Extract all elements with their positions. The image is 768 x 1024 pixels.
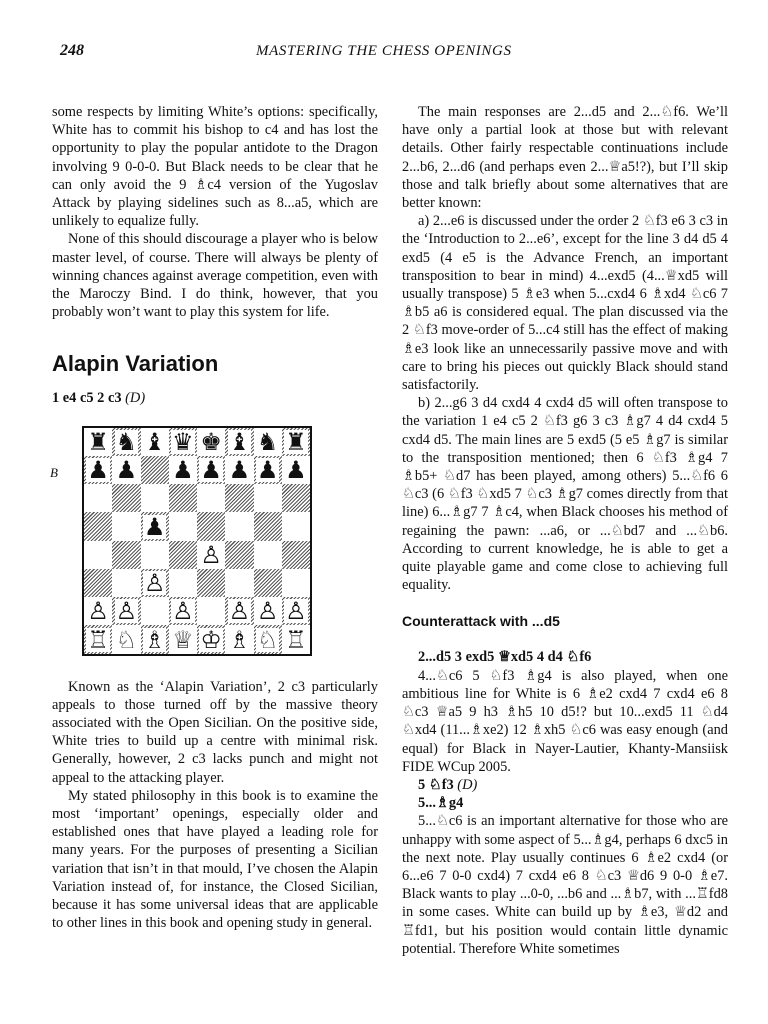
white-bishop-piece: ♗ [143, 625, 166, 654]
board-square [84, 428, 112, 456]
paragraph: My stated philosophy in this book is to examine the most ‘important’ openings, especially older and established ones that have played a leading role for many years. For the purposes of presenting a Sicilian variation that isn’t in that mould, I’ve chosen the Alapin Variation instead of, for instance, the Closed Sicilian, because it has some universal ideas that are applicable to other lines in this book and opening study in general. [52, 787, 378, 932]
white-pawn-piece: ♙ [285, 597, 307, 626]
paragraph: b) 2...g6 3 d4 cxd4 4 cxd4 d5 will often transpose to the variation 1 e4 c5 2 ♘f3 g6 3 c3 ♗g7 4 d4 cxd4 5 cxd4 d5. The main lines are 5 exd5 (5 e5 ♗g7 is similar to the transposition mentioned; then 6 ♘f3 ♗g4 7 ♗b5+ ♘d7 has been played, among others) 5...♘f6 6 ♘c3 (6 ♘f3 ♘xd5 7 ♘c3 ♗g7 comes directly from that line) 6...♗g7 7 ♗c4, when Black chooses his method of regaining the pawn: ...a6, or ...♘bd7 and ...♘b6. According to current knowledge, he is able to get a quite playable game and come close to achieving full equality. [402, 395, 728, 594]
running-title: MASTERING THE CHESS OPENINGS [256, 43, 512, 59]
move-line: 5 ♘f3 (D) [418, 776, 478, 793]
board-square [169, 597, 197, 625]
board-square [169, 428, 197, 456]
white-bishop-piece: ♗ [228, 625, 251, 654]
side-to-move: B [50, 464, 58, 480]
board-square [225, 541, 253, 569]
white-pawn-piece: ♙ [143, 569, 166, 598]
black-knight-piece: ♞ [256, 427, 279, 456]
board-square [282, 428, 310, 456]
board-square [141, 597, 169, 625]
board-square [84, 625, 112, 653]
board-square [225, 484, 253, 512]
left-column [52, 103, 378, 932]
white-pawn-piece: ♙ [256, 597, 279, 626]
black-rook-piece: ♜ [87, 427, 109, 456]
board-square [197, 625, 225, 653]
move-line: 5...♗g4 [418, 795, 464, 812]
white-knight-piece: ♘ [256, 625, 279, 654]
board-square [225, 569, 253, 597]
board-square [225, 512, 253, 540]
board-square [282, 512, 310, 540]
board-square [197, 541, 225, 569]
paragraph: some respects by limiting White’s options: specifically, White has to commit his bishop to c4 and has lost the opportunity to play the popular antidote to the Dragon involving 9 0-0-0. But Black needs to be clear that he can only avoid the 9 ♗c4 version of the Yugoslav Attack by playing sidelines such as 8...a5, which are unlikely to equalize fully. [52, 104, 378, 230]
board-square [141, 456, 169, 484]
white-pawn-piece: ♙ [200, 540, 222, 569]
black-pawn-piece: ♟ [87, 456, 109, 485]
board-square [169, 569, 197, 597]
board-square [112, 541, 140, 569]
board-square [225, 625, 253, 653]
board-square [254, 484, 282, 512]
white-knight-piece: ♘ [115, 625, 138, 654]
white-rook-piece: ♖ [285, 625, 307, 654]
black-pawn-piece: ♟ [115, 456, 138, 485]
black-queen-piece: ♛ [172, 427, 194, 456]
board-square [197, 484, 225, 512]
board-square [225, 456, 253, 484]
board-square [197, 569, 225, 597]
board-square [197, 597, 225, 625]
board-square [282, 625, 310, 653]
board-square [254, 512, 282, 540]
right-column [402, 103, 728, 958]
black-king-piece: ♚ [200, 427, 222, 456]
board-square [141, 512, 169, 540]
black-pawn-piece: ♟ [172, 456, 194, 485]
paragraph: a) 2...e6 is discussed under the order 2 ♘f3 e6 3 c3 in the ‘Introduction to 2...e6’, except for the line 3 d4 d5 4 exd5 (4 e5 is the Advance French, an important transposition to bear in mind) 4...exd5 (4...♕xd5 will usually transpose) 5 ♗e3 when 5...cxd4 6 ♗xd4 ♘c6 7 ♗b5 a6 is considered equal. The plan discussed via the 2 ♘f3 move-order of 5...c4 still has the effect of making ♗e3 look like an unnecessarily passive move and with care to bring his pieces out quickly Black should stand satisfactorily. [402, 213, 728, 394]
board-square [141, 541, 169, 569]
board-square [169, 456, 197, 484]
board-square [197, 456, 225, 484]
paragraph: The main responses are 2...d5 and 2...♘f6. We’ll have only a partial look at those but with relevant details. Other fairly respectable continuations include 2...b6, 2...d6 (and perhaps even 2...♕a5!?), but I’ll skip those and talk briefly about some alternatives that are better known: [402, 104, 728, 212]
board-square [84, 569, 112, 597]
board-square [169, 512, 197, 540]
black-pawn-piece: ♟ [256, 456, 279, 485]
board-square [141, 625, 169, 653]
board-square [112, 512, 140, 540]
move-line: 2...d5 3 exd5 ♕xd5 4 d4 ♘f6 [418, 649, 592, 666]
black-bishop-piece: ♝ [143, 427, 166, 456]
white-pawn-piece: ♙ [228, 597, 251, 626]
paragraph: 5...♘c6 is an important alternative for those who are unhappy with some aspect of 5...♗g4, perhaps 6 dxc5 in the next note. Play usually continues 6 ♗e2 cxd4 (or 6...e6 7 0-0 cxd4) 7 cxd4 e6 8 ♘c3 ♕d6 9 0-0 ♗e7. Black wants to play ...0-0, ...b6 and ...♗b7, with ...♖fd8 in some cases. White can build up by ♗e3, ♕d2 and ♖fd1, but his position would contain little dynamic potential. Therefore White sometimes [402, 813, 728, 957]
section-heading: Alapin Variation [52, 351, 219, 377]
board-square [225, 597, 253, 625]
board-square [141, 484, 169, 512]
board-square [112, 569, 140, 597]
board-square [282, 456, 310, 484]
page-header [60, 42, 730, 66]
board-square [197, 428, 225, 456]
move-line: 1 e4 c5 2 c3 (D) [52, 390, 146, 407]
board-square [254, 428, 282, 456]
board-square [282, 484, 310, 512]
subsection-heading: Counterattack with ...d5 [402, 613, 560, 630]
black-pawn-piece: ♟ [285, 456, 307, 485]
board-square [254, 541, 282, 569]
paragraph: None of this should discourage a player who is below master level, of course. There will always be plenty of winning chances against average competition, even with the Maroczy Bind. I do think, however, that you probably won’t want to play this system for life. [52, 231, 378, 321]
chess-board [82, 426, 312, 656]
paragraph: 4...♘c6 5 ♘f3 ♗g4 is also played, when one ambitious line for White is 6 ♗e2 cxd4 7 cxd4 e6 8 ♘c3 ♕a5 9 h3 ♗h5 10 d5!? but 10...exd5 11 ♘d4 ♘xd4 (11...♗xe2) 12 ♗xh5 ♘c6 was easy enough (and equal) for Black in Nayer-Lautier, Khanty-Mansiisk FIDE WCup 2005. [402, 667, 728, 775]
black-pawn-piece: ♟ [228, 456, 251, 485]
board-square [254, 456, 282, 484]
black-pawn-piece: ♟ [143, 512, 166, 541]
black-rook-piece: ♜ [285, 427, 307, 456]
board-square [197, 512, 225, 540]
board-square [84, 597, 112, 625]
board-square [84, 484, 112, 512]
black-bishop-piece: ♝ [228, 427, 251, 456]
paragraph: Known as the ‘Alapin Variation’, 2 c3 particularly appeals to those turned off by the massive theory associated with the Open Sicilian. On the positive side, White tries to build up a centre with minimal risk. Generally, however, 2 c3 lacks punch and might not appeal to the attacking player. [52, 678, 378, 786]
white-king-piece: ♔ [200, 625, 222, 654]
board-square [141, 428, 169, 456]
board-square [112, 484, 140, 512]
board-square [169, 625, 197, 653]
board-square [112, 625, 140, 653]
black-pawn-piece: ♟ [200, 456, 222, 485]
board-square [169, 541, 197, 569]
black-knight-piece: ♞ [115, 427, 138, 456]
chess-diagram [52, 426, 378, 656]
board-square [282, 597, 310, 625]
board-square [112, 597, 140, 625]
white-pawn-piece: ♙ [172, 597, 194, 626]
board-square [112, 428, 140, 456]
board-square [254, 597, 282, 625]
board-square [282, 569, 310, 597]
board-square [225, 428, 253, 456]
board-square [84, 512, 112, 540]
board-square [84, 541, 112, 569]
page-number: 248 [60, 42, 84, 59]
board-square [254, 569, 282, 597]
board-square [282, 541, 310, 569]
board-square [141, 569, 169, 597]
board-square [112, 456, 140, 484]
white-pawn-piece: ♙ [87, 597, 109, 626]
board-square [254, 625, 282, 653]
board-square [84, 456, 112, 484]
white-queen-piece: ♕ [172, 625, 194, 654]
board-square [169, 484, 197, 512]
white-rook-piece: ♖ [87, 625, 109, 654]
white-pawn-piece: ♙ [115, 597, 138, 626]
